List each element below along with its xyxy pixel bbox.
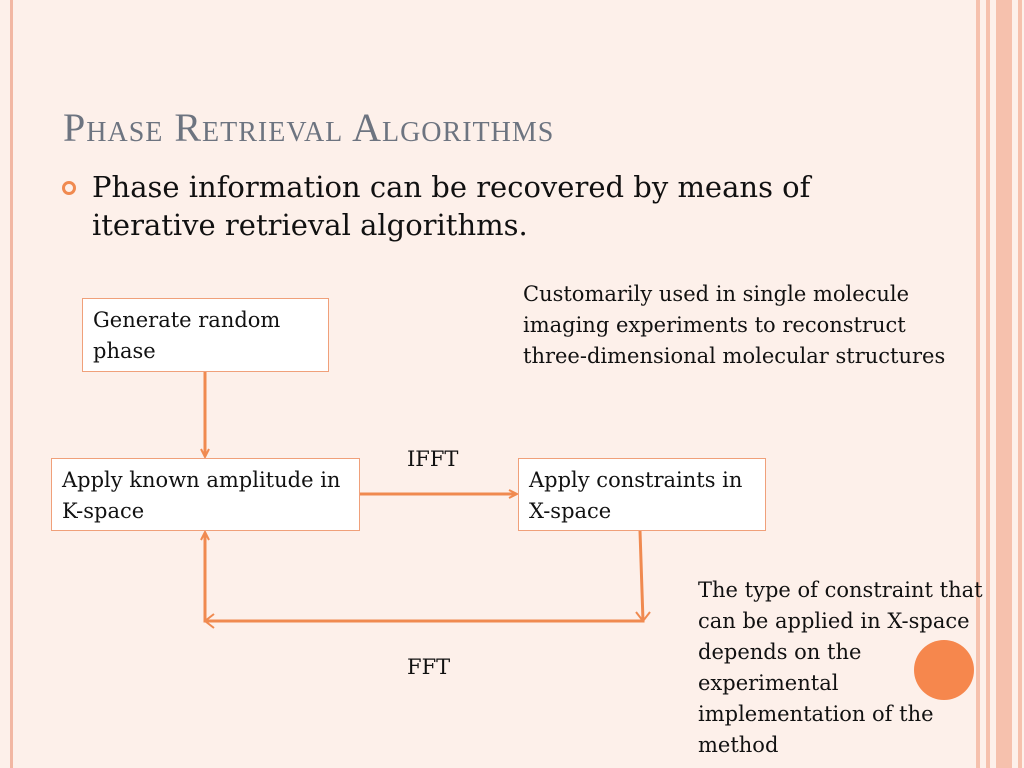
arrow-fft-loop bbox=[205, 531, 643, 621]
bullet-text: Phase information can be recovered by means of iterative retrieval algorithms. bbox=[92, 170, 811, 242]
box-generate-random-phase bbox=[82, 298, 329, 372]
label-fft: FFT bbox=[407, 655, 451, 679]
box-apply-amplitude bbox=[51, 458, 360, 531]
note-constraint: The type of constraint that can be applied in X-space depends on the experimental implementation of the method bbox=[698, 578, 983, 757]
box-constraints-label: Apply constraints in X-space bbox=[529, 468, 743, 523]
slide-title: Phase Retrieval Algorithms bbox=[63, 105, 555, 150]
box-amplitude-label: Apply known amplitude in K-space bbox=[62, 468, 341, 523]
label-ifft: IFFT bbox=[407, 447, 459, 471]
box-apply-constraints bbox=[518, 458, 766, 531]
box-generate-label: Generate random phase bbox=[93, 308, 281, 363]
note-usage: Customarily used in single molecule imaging experiments to reconstruct three-dimensional molecular structures bbox=[523, 282, 946, 368]
